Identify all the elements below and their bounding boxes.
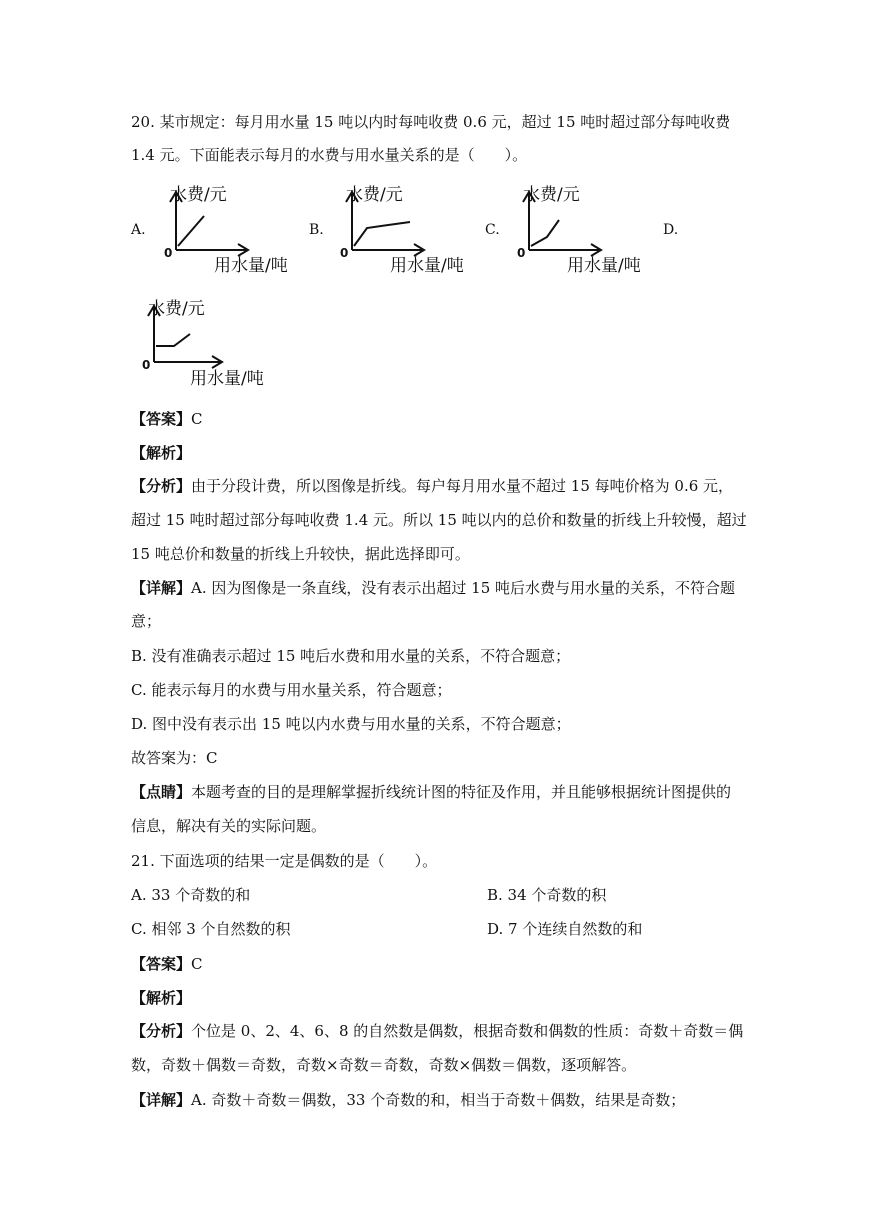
q20-analysis-tag	[131, 443, 191, 463]
q21-fenxi-line2: 数，奇数＋偶数＝奇数，奇数×奇数＝奇数，奇数×偶数＝偶数，逐项解答。	[131, 1056, 637, 1074]
q20-xiangjie-b: B. 没有准确表示超过 15 吨后水费和用水量的关系，不符合题意；	[131, 647, 571, 665]
answer-value: C	[191, 410, 203, 428]
q21-fenxi-line1	[131, 1021, 743, 1041]
option-c-origin: 0	[517, 246, 526, 260]
q20-fenxi-line2: 超过 15 吨时超过部分每吨收费 1.4 元。所以 15 吨以内的总价和数量的折线上升较慢，超过	[131, 511, 747, 529]
option-d-ylabel: 水费/元	[148, 299, 205, 319]
option-c-graph	[513, 180, 663, 280]
option-a-origin: 0	[164, 246, 173, 260]
option-a-xlabel: 用水量/吨	[214, 256, 288, 276]
q20-conclusion: 故答案为：C	[131, 749, 218, 767]
q21-stem: 21. 下面选项的结果一定是偶数的是（ ）。	[131, 852, 438, 870]
fenxi-tag: 【分析】	[131, 477, 192, 495]
fenxi-text: 由于分段计费，所以图像是折线。每户每月用水量不超过 15 每吨价格为 0.6 元，	[191, 477, 734, 495]
q21-option-d: D. 7 个连续自然数的和	[487, 920, 643, 938]
q20-xiangjie-c: C. 能表示每月的水费与用水量关系，符合题意；	[131, 681, 452, 699]
q20-fenxi-line1	[131, 476, 733, 496]
answer-value: C	[191, 955, 203, 973]
q20-dianjing-line2: 信息，解决有关的实际问题。	[131, 817, 327, 835]
option-d-line	[156, 334, 190, 346]
option-a-line	[178, 216, 204, 246]
dianjing-text: 本题考查的目的是理解掌握折线统计图的特征及作用，并且能够根据统计图提供的	[191, 783, 732, 801]
fenxi-text: 个位是 0、2、4、6、8 的自然数是偶数，根据奇数和偶数的性质：奇数＋奇数＝偶	[191, 1022, 744, 1040]
option-c-xlabel: 用水量/吨	[567, 256, 641, 276]
q21-xiangjie-line1	[131, 1090, 685, 1110]
fenxi-tag: 【分析】	[131, 1022, 192, 1040]
option-b-letter: B.	[309, 222, 324, 238]
option-d-letter: D.	[663, 222, 679, 238]
xiangjie-tag: 【详解】	[131, 1091, 192, 1109]
q20-answer	[131, 409, 203, 429]
q21-option-a: A. 33 个奇数的和	[131, 886, 251, 904]
option-d-graph	[138, 294, 288, 394]
dianjing-tag: 【点睛】	[131, 783, 192, 801]
option-c-letter: C.	[485, 222, 500, 238]
q21-analysis-tag	[131, 988, 191, 1008]
option-b-line	[354, 222, 410, 246]
option-d-origin: 0	[142, 358, 151, 372]
xiangjie-tag: 【详解】	[131, 579, 192, 597]
answer-tag: 【答案】	[131, 410, 192, 428]
q21-option-b: B. 34 个奇数的积	[487, 886, 607, 904]
q20-dianjing-line1	[131, 782, 731, 802]
q21-answer	[131, 954, 203, 974]
option-b-origin: 0	[340, 246, 349, 260]
q21-option-c: C. 相邻 3 个自然数的积	[131, 920, 291, 938]
option-b-ylabel: 水费/元	[346, 185, 403, 205]
q20-stem-line2: 1.4 元。下面能表示每月的水费与用水量关系的是（ ）。	[131, 146, 528, 164]
option-a-ylabel: 水费/元	[170, 185, 227, 205]
q20-xiangjie-line1	[131, 578, 735, 598]
analysis-tag: 【解析】	[131, 444, 192, 462]
q20-stem-line1: 20. 某市规定：每月用水量 15 吨以内时每吨收费 0.6 元，超过 15 吨时超过部分每吨收费	[131, 113, 731, 131]
option-c-line	[531, 220, 559, 246]
option-b-xlabel: 用水量/吨	[390, 256, 464, 276]
q20-xiangjie-d: D. 图中没有表示出 15 吨以内水费与用水量的关系，不符合题意；	[131, 715, 571, 733]
answer-tag: 【答案】	[131, 955, 192, 973]
option-c-ylabel: 水费/元	[523, 185, 580, 205]
q20-fenxi-line3: 15 吨总价和数量的折线上升较快，据此选择即可。	[131, 545, 470, 563]
q20-xiangjie-line2: 意；	[131, 612, 162, 630]
option-d-xlabel: 用水量/吨	[190, 369, 264, 389]
option-b-graph	[336, 180, 486, 280]
option-a-letter: A.	[131, 222, 146, 238]
analysis-tag: 【解析】	[131, 989, 192, 1007]
xiangjie-text: A. 因为图像是一条直线，没有表示出超过 15 吨后水费与用水量的关系，不符合题	[191, 579, 736, 597]
xiangjie-text: A. 奇数＋奇数＝偶数，33 个奇数的和，相当于奇数＋偶数，结果是奇数；	[191, 1091, 686, 1109]
option-a-graph	[160, 180, 310, 280]
